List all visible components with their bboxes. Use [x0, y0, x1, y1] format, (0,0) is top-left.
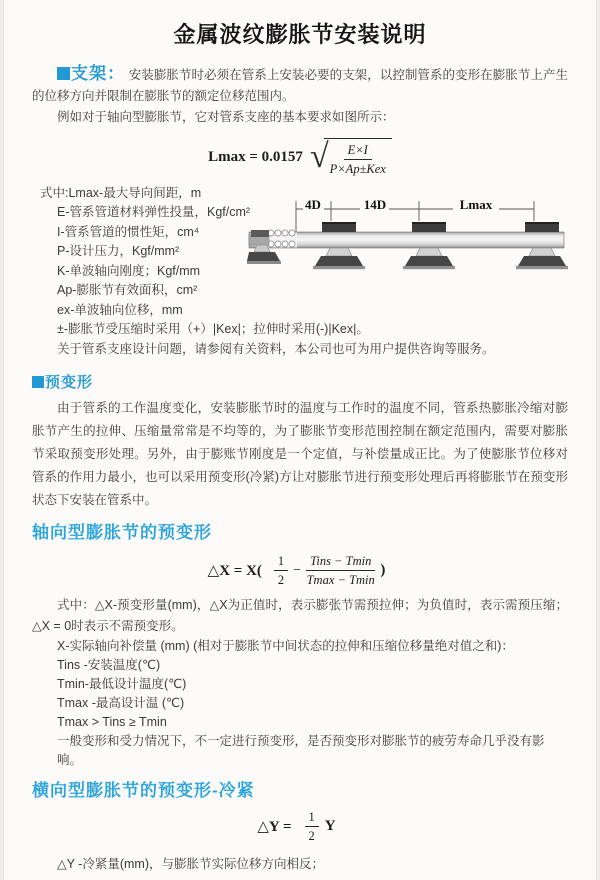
axial-formula	[32, 553, 568, 589]
support-section-heading	[57, 64, 125, 83]
lmax-formula-numerator: E×I	[344, 142, 372, 160]
axial-explain-paragraph: 式中：△X-预变形量(mm)，△X为正值时，表示膨张节需预拉伸；为负值时，表示需预压缩；△X = 0时表示不需预变形。	[32, 597, 568, 633]
definition-line: X-实际轴向补偿量 (mm) (相对于膨胀节中间状态的拉伸和压缩位移量绝对值之和)：	[57, 638, 514, 653]
definition-line: P-设计压力，Kgf/mm²	[57, 244, 180, 258]
bellows-icon	[266, 230, 297, 248]
support-example-line: 例如对于轴向型膨胀节，它对管系支座的基本要求如图所示：	[57, 110, 395, 124]
lmax-formula	[32, 138, 568, 178]
definition-line: Tmin-最低设计温度(℃)	[57, 676, 187, 691]
one-half-fraction: $\frac{1}{2}$	[274, 553, 288, 589]
definition-line: K-单波轴向刚度；Kgf/mm	[57, 263, 201, 278]
lateral-formula-rhs: Y	[324, 817, 336, 834]
temperature-fraction: $\frac{\text{Tins − Tmin}}{Tmax - Tmin}$	[306, 554, 375, 588]
support-heading-label: 支架：	[71, 64, 126, 83]
definition-line: 式中:Lmax-最大导向间距，m	[40, 185, 202, 200]
axial-definitions-list	[32, 637, 568, 770]
axial-predeform-heading: 轴向型膨胀节的预变形	[32, 523, 212, 542]
lateral-definition-line: △Y -冷紧量(mm)，与膨胀节实际位移方向相反；	[57, 857, 325, 871]
definition-line: Tmax > Tins ≥ Tmin	[57, 714, 167, 729]
lmax-formula-lhs: Lmax = 0.0157	[208, 149, 303, 166]
predeform-body-paragraph: 由于管系的工作温度变化，安装膨胀节时的温度与工作时的温度不同，管系热膨胀冷缩对膨胀节产生的拉伸、压缩量常常是不均等的，为了膨胀节变形范围控制在额定范围内，需要对膨胀节采取预变形处理。另外，由于膨账节刚度是一个定值，与补偿量成正比。为了使膨胀节位移对管系的作用力最小，也可以采用预变形(冷紧)方让对膨胀节进行预变形处理后再将膨胀节在预变形状态下安装在管系中。	[32, 401, 568, 507]
support-intro-text: 安装膨胀节时必须在管系上安装必要的支架，以控制管系的变形在膨胀节上产生的位移方向并限制在膨胀节的额定位移范围内。	[32, 68, 568, 103]
dimension-labels	[303, 197, 499, 212]
predeform-section-heading	[32, 371, 568, 392]
axial-formula-rhs: )	[380, 562, 386, 579]
predeform-heading-label: 预变形	[45, 374, 94, 391]
lateral-predeform-heading: 横向型膨胀节的预变形-冷紧	[32, 780, 255, 800]
definition-line: Tins -安装温度(℃)	[57, 657, 161, 672]
definition-line: Tmax -最高设计温 (℃)	[57, 695, 185, 710]
lateral-formula	[32, 809, 568, 845]
dimension-label-4d: 4D	[305, 197, 321, 212]
page-title: 金属波纹膨胀节安装说明	[173, 22, 427, 47]
definition-line: 一般变形和受力情况下，不一定进行预变形，是否预变形对膨胀节的疲劳寿命几乎没有影响。	[57, 733, 545, 767]
definition-line: E-管系管道材料弹性投量，Kgf/cm²	[57, 205, 251, 219]
dimension-label-lmax: Lmax	[459, 197, 493, 212]
definition-line: I-管系管道的惯性矩，cm⁴	[57, 224, 200, 239]
axial-formula-lhs: △X = X(	[207, 563, 262, 580]
minus-operator: −	[293, 562, 302, 578]
lmax-formula-denominator: P×Ap±Kex	[329, 162, 386, 177]
pipe-support-diagram	[247, 189, 599, 285]
square-root-sign: √	[309, 138, 329, 176]
section-square-icon	[32, 376, 44, 388]
document-page	[3, 0, 597, 880]
definition-line: ±-膨胀节受压缩时采用（+）|Kex|；拉伸时采用(-)|Kex|。	[57, 322, 369, 336]
section-square-icon	[57, 67, 70, 80]
lmax-formula-fraction	[330, 142, 386, 178]
definition-line: 关于管系支座设计问题，请参阅有关资料，本公司也可为用户提供咨询等服务。	[57, 341, 495, 356]
definition-line: Ap-膨胀节有效面积，cm²	[57, 283, 198, 297]
definition-line: ex-单波轴向位移，mm	[57, 302, 183, 317]
support-intro-paragraph	[32, 63, 568, 107]
lateral-formula-lhs: △Y =	[257, 818, 292, 835]
dimension-label-14d: 14D	[363, 197, 387, 212]
one-half-fraction: $\frac{1}{2}$	[305, 809, 319, 845]
